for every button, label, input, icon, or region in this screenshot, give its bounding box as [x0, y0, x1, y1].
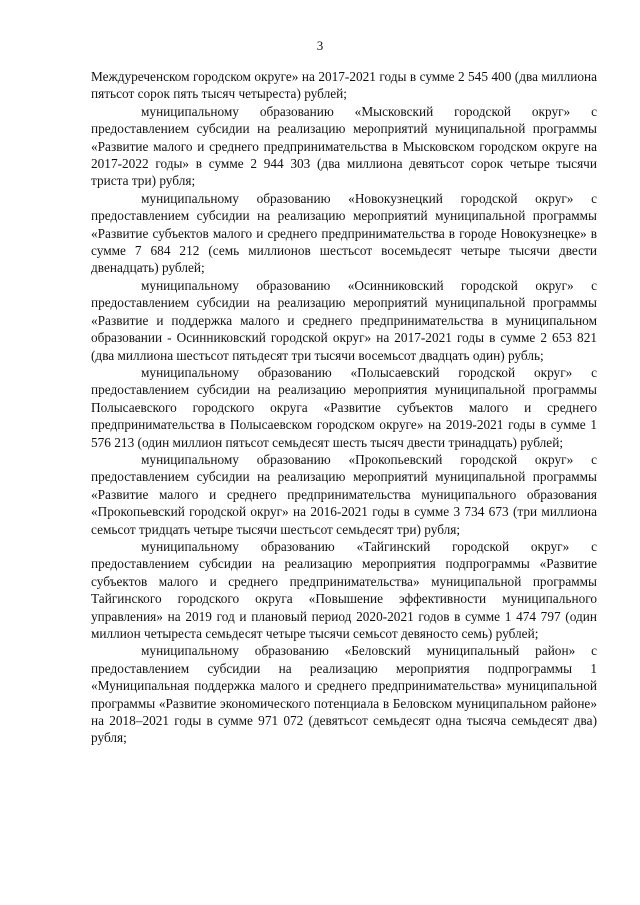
page-number: 3 [316, 38, 324, 53]
paragraph-osinniki: муниципальному образованию «Осинниковский городской округ» с предоставлением субсидии на реализацию мероприятий муниципальной программы «Развитие и поддержка малого и среднего предпринимательства в муниципальном образовании - Осинниковский городской округ» на 2017-2021 годы в сумме 2 653 821 (два миллиона шестьсот пятьдесят три тысячи восемьсот двадцать один) рубль; [91, 277, 597, 363]
paragraph-continuation: Междуреченском городском округе» на 2017-2021 годы в сумме 2 545 400 (два миллиона пятьсот сорок пять тысяч четыреста) рублей; [91, 69, 597, 102]
document-body [91, 68, 597, 747]
paragraph-belovo: муниципальному образованию «Беловский муниципальный район» с предоставлением субсидии на реализацию мероприятия подпрограммы 1 «Муниципальная поддержка малого и среднего предпринимательства» муниципальной программы «Развитие экономического потенциала в Беловском муниципальном районе» на 2018–2021 годы в сумме 971 072 (девятьсот семьдесят одна тысяча семьдесят два) рубля; [91, 643, 597, 746]
paragraph-prokopyevsk: муниципальному образованию «Прокопьевский городской округ» с предоставлением субсидии на реализацию мероприятий муниципальной программы «Развитие малого и среднего предпринимательства муниципального образования «Прокопьевский городской округ» на 2016-2021 годы в сумме 3 734 673 (три миллиона семьсот тридцать четыре тысячи шестьсот семьдесят три) рубля; [91, 451, 597, 537]
paragraph-myski: муниципальному образованию «Мысковский городской округ» с предоставлением субсидии на реализацию мероприятий муниципальной программы «Развитие малого и среднего предпринимательства в Мысковском городском округе на 2017-2022 годы» в сумме 2 944 303 (два миллиона девятьсот сорок четыре тысячи триста три) рубля; [91, 103, 597, 189]
paragraph-novokuznetsk: муниципальному образованию «Новокузнецкий городской округ» с предоставлением субсидии на реализацию мероприятий муниципальной программы «Развитие субъектов малого и среднего предпринимательства в городе Новокузнецке» в сумме 7 684 212 (семь миллионов шестьсот восемьдесят четыре тысячи двести двенадцать) рублей; [91, 190, 597, 276]
paragraph-polysaevo: муниципальному образованию «Полысаевский городской округ» с предоставлением субсидии на реализацию мероприятия муниципальной программы Полысаевского городского округа «Развитие субъектов малого и среднего предпринимательства в Полысаевском городском округе» на 2019-2021 годы в сумме 1 576 213 (один миллион пятьсот семьдесят шесть тысяч двести тринадцать) рублей; [91, 364, 597, 450]
paragraph-tayga: муниципальному образованию «Тайгинский городской округ» с предоставлением субсидии на реализацию мероприятия подпрограммы «Развитие субъектов малого и среднего предпринимательства» муниципальной программы Тайгинского городского округа «Повышение эффективности муниципального управления» на 2019 год и плановый период 2020-2021 годов в сумме 1 474 797 (один миллион четыреста семьдесят четыре тысячи семьсот девяносто семь) рублей; [91, 538, 597, 641]
